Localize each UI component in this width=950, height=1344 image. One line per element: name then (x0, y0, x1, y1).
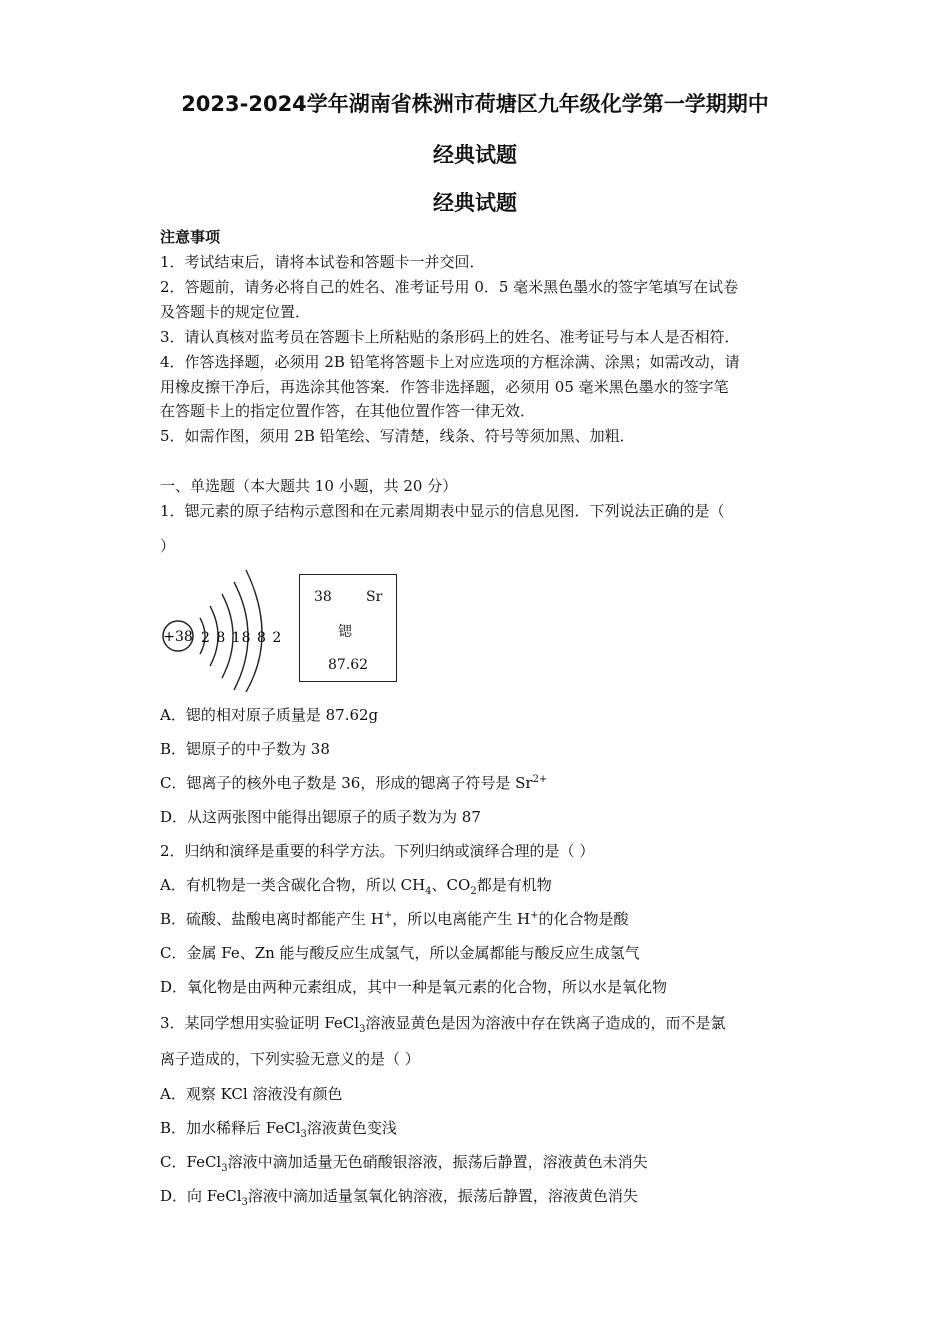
q1-option-c: C．锶离子的核外电子数是 36，形成的锶离子符号是 $Sr^{2+}$ (160, 774, 548, 792)
q2-option-a: A．有机物是一类含碳化合物，所以 $CH_4$、$CO_2$都是有机物 (160, 876, 552, 897)
q2-option-d: D．氧化物是由两种元素组成，其中一种是氧元素的化合物，所以水是氧化物 (160, 978, 668, 996)
element-name: 锶 (338, 624, 352, 640)
q2-option-c: C．金属 Fe、Zn 能与酸反应生成氢气，所以金属都能与酸反应生成氢气 (160, 944, 640, 962)
notice-line-8: 5．如需作图，须用 2B 铅笔绘、写清楚，线条、符号等须加黑、加粗． (160, 427, 635, 445)
exam-title-line1: 2023-2024学年湖南省株洲市荷塘区九年级化学第一学期期中 (181, 92, 769, 116)
notice-line-5: 4．作答选择题，必须用 2B 铅笔将答题卡上对应选项的方框涂满、涂黑；如需改动，请 (160, 353, 740, 371)
q2-stem: 2．归纳和演绎是重要的科学方法。下列归纳或演绎合理的是（ ） (160, 842, 595, 860)
section-heading: 一、单选题（本大题共 10 小题，共 20 分） (160, 477, 458, 495)
notice-line-6: 用橡皮擦干净后，再选涂其他答案．作答非选择题，必须用 05 毫米黑色墨水的签字笔 (160, 378, 729, 396)
q3-option-a: A．观察 KCl 溶液没有颜色 (160, 1085, 343, 1103)
notice-line-7: 在答题卡上的指定位置作答，在其他位置作答一律无效． (160, 402, 536, 420)
nucleus-charge: +38 (163, 629, 193, 645)
exam-title-line3: 经典试题 (433, 191, 517, 215)
q1-stem-line1: 1．锶元素的原子结构示意图和在元素周期表中显示的信息见图．下列说法正确的是（ (160, 502, 725, 520)
q3-option-c: C．FeCl$_3$溶液中滴加适量无色硝酸银溶液，振荡后静置，溶液黄色未消失 (160, 1153, 648, 1174)
q1-option-a: A．锶的相对原子质量是 87.62g (160, 706, 379, 724)
notice-line-3: 及答题卡的规定位置． (160, 303, 311, 321)
notice-line-2: 2．答题前，请务必将自己的姓名、准考证号用 0．5 毫米黑色墨水的签字笔填写在试卷 (160, 278, 739, 296)
element-atomic-number: 38 (314, 589, 332, 605)
q3-option-d: D．向 FeCl$_3$溶液中滴加适量氢氧化钠溶液，振荡后静置，溶液黄色消失 (160, 1187, 638, 1208)
q3-stem-line2: 离子造成的，下列实验无意义的是（ ） (160, 1050, 420, 1068)
q1-option-b: B．锶原子的中子数为 38 (160, 740, 330, 758)
element-cell (299, 574, 397, 682)
notice-heading: 注意事项 (160, 228, 221, 246)
electron-shell-counts: 2 8 18 8 2 (201, 630, 283, 646)
q3-stem-line1: 3．某同学想用实验证明 FeCl$_3$溶液显黄色是因为溶液中存在铁离子造成的，而不是氯 (160, 1014, 726, 1035)
q3-option-b: B．加水稀释后 FeCl$_3$溶液黄色变浅 (160, 1119, 397, 1140)
element-atomic-mass: 87.62 (328, 657, 369, 673)
notice-line-1: 1．考试结束后，请将本试卷和答题卡一并交回． (160, 253, 485, 271)
q1-option-d: D．从这两张图中能得出锶原子的质子数为为 87 (160, 808, 481, 826)
exam-title-line2: 经典试题 (433, 143, 517, 167)
q2-option-b: B．硫酸、盐酸电离时都能产生 H+，所以电离能产生 H+的化合物是酸 (160, 910, 629, 928)
element-symbol: Sr (366, 589, 383, 605)
notice-line-4: 3．请认真核对监考员在答题卡上所粘贴的条形码上的姓名、准考证号与本人是否相符． (160, 328, 740, 346)
q1-stem-line2: ） (160, 537, 176, 555)
